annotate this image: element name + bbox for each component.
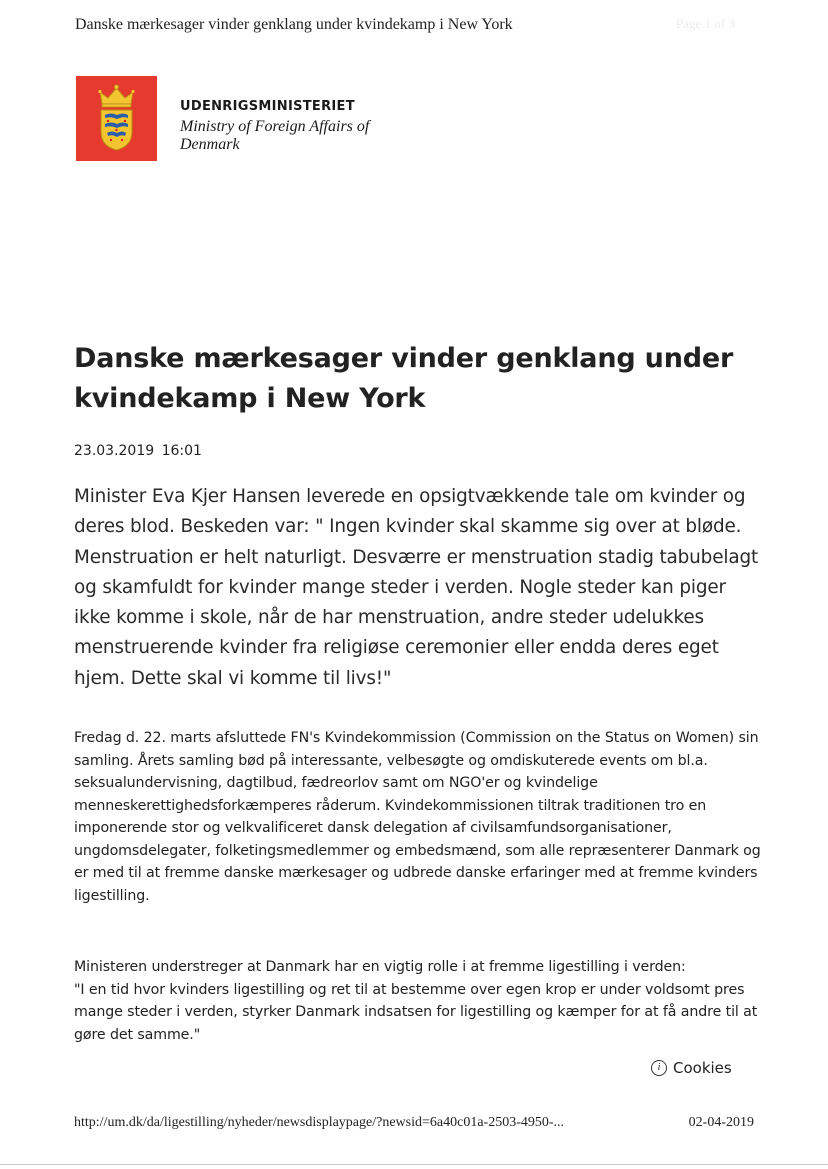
ministry-name: UDENRIGSMINISTERIET (180, 99, 355, 114)
page-counter: Page 1 of 3 (676, 16, 735, 31)
print-date: 02-04-2019 (688, 1115, 754, 1130)
ministry-name-english: Ministry of Foreign Affairs of Denmark (180, 118, 370, 153)
cookies-label: Cookies (673, 1059, 732, 1077)
article-paragraph-quote-block (74, 956, 764, 1046)
article-date: 23.03.2019 16:01 (74, 443, 202, 459)
info-icon: i (651, 1060, 667, 1076)
paragraph-intro: Ministeren understreger at Danmark har en vigtig rolle i at fremme ligestilling i verden: (74, 959, 686, 975)
page-edge-divider (0, 1164, 828, 1165)
print-footer (74, 1115, 754, 1131)
minister-quote: "I en tid hvor kvinders ligestilling og ret til at bestemme over egen krop er under voldsomt pres mange steder i verden, styrker Danmark indsatsen for ligestilling og kæmper for at få andre til at gøre det samme." (74, 981, 758, 1043)
article-title: Danske mærkesager vinder genklang under kvindekamp i New York (74, 343, 734, 414)
article-paragraph: Fredag d. 22. marts afsluttede FN's Kvindekommission (Commission on the Status on Women) sin samling. Årets samling bød på interessante, velbesøgte og omdiskuterede events om bl.a. seksualundervisning, dagtilbud, fædreorlov samt om NGO'er og kvindelige menneskerettighedsforkæmperes råderum. Kvindekommissionen tiltrak traditionen tro en imponerende stor og velkvalificeret dansk delegation af civilsamfundsorganisationer, ungdomsdelegater, folketingsmedlemmer og embedsmænd, som alle repræsenterer Danmark og er med til at fremme danske mærkesager og udbrede danske erfaringer med at fremme kvinders ligestilling. (74, 730, 761, 904)
source-url: http://um.dk/da/ligestilling/nyheder/newsdisplaypage/?newsid=6a40c01a-2503-4950-... (74, 1115, 565, 1130)
coat-of-arms-badge (76, 76, 157, 161)
print-header-title: Danske mærkesager vinder genklang under kvindekamp i New York (75, 16, 513, 33)
ministry-logo[interactable] (76, 76, 476, 166)
article-lead: Minister Eva Kjer Hansen leverede en opsigtvækkende tale om kvinder og deres blod. Beskeden var: " Ingen kvinder skal skamme sig over at bløde. Menstruation er helt naturligt. Desværre er menstruation stadig tabubelagt og skamfuldt for kvinder mange steder i verden. Nogle steder kan piger ikke komme i skole, når de har menstruation, andre steder udelukkes menstruerende kvinder fra religiøse ceremonier eller endda deres eget hjem. Dette skal vi komme til livs!" (74, 486, 759, 689)
cookies-button[interactable] (651, 1059, 732, 1077)
coat-of-arms-icon (95, 84, 138, 152)
